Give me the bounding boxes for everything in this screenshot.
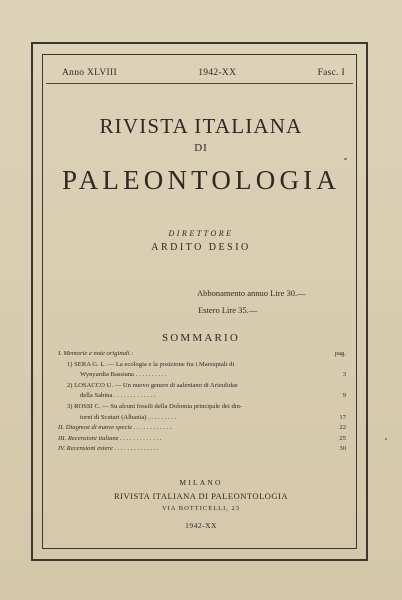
contents-entry-text: I. Memorie e note originali : (58, 350, 134, 357)
contents-row (58, 391, 346, 402)
contents-heading: SOMMARIO (161, 332, 241, 344)
subscription-foreign: Estero Lire 35.— (198, 305, 258, 315)
paper-stain (385, 438, 387, 440)
contents-row (58, 360, 346, 371)
editor-label: DIRETTORE (168, 229, 234, 238)
table-of-contents (58, 349, 346, 455)
contents-row (58, 413, 346, 424)
contents-entry-page: pag. (334, 350, 346, 357)
contents-entry-text: 1) SERA G. L. — La ecologia e la posizione fra i Marsupiali di (67, 360, 235, 368)
header-rule (46, 83, 353, 84)
contents-row (58, 402, 346, 413)
contents-row (58, 434, 346, 445)
imprint-publisher: RIVISTA ITALIANA DI PALEONTOLOGIA (113, 491, 289, 501)
contents-entry-text: II. Diagnosi di nuove specie . . . . . . . . . . . . (58, 424, 172, 432)
contents-row (58, 444, 346, 455)
contents-entry-text: della Sabina . . . . . . . . . . . . . (80, 392, 156, 400)
contents-entry-text: Wynyardia Bassiana . . . . . . . . . . (80, 371, 167, 379)
contents-entry-page: 17 (339, 413, 346, 421)
subscription-info (197, 285, 306, 319)
paper-stain (344, 158, 347, 160)
contents-entry-text: 2) LOSACCO U. — Un nuovo genere di aaleniano di Arieulidae (67, 381, 238, 389)
issue-label: Fasc. I (317, 68, 345, 78)
contents-entry-text: III. Recensioni italiane . . . . . . . . . . . . . (58, 434, 162, 442)
contents-entry-text: IV. Recensioni estere . . . . . . . . . . . . . . (58, 445, 159, 453)
imprint-city: MILANO (179, 478, 223, 487)
journal-title-line1: RIVISTA ITALIANA (99, 114, 303, 138)
issue-header (62, 68, 345, 78)
contents-entry-page: 25 (339, 434, 346, 442)
contents-row (58, 370, 346, 381)
journal-title-line3: PALEONTOLOGIA (61, 165, 341, 195)
journal-title-line2: DI (194, 142, 208, 154)
contents-entry-text: 3) ROSSI C. — Su alcuni fossili della Dolomia principale dei din- (67, 402, 243, 410)
contents-row (58, 349, 346, 360)
year-label: 1942-XX (198, 68, 237, 78)
subscription-domestic: Abbonamento annuo Lire 30.— (197, 288, 306, 298)
contents-entry-page: 30 (339, 445, 346, 453)
imprint-address: VIA BOTTICELLI, 23 (161, 505, 241, 512)
contents-entry-page: 9 (342, 392, 346, 400)
contents-row (58, 381, 346, 392)
imprint-year: 1942-XX (185, 521, 217, 530)
contents-entry-text: torni di Scutari (Albania) . . . . . . . . . (80, 413, 177, 421)
editor-name: ARDITO DESIO (151, 242, 251, 253)
contents-entry-page: 22 (339, 424, 346, 432)
contents-entry-page: 3 (342, 371, 346, 379)
contents-row (58, 423, 346, 434)
volume-label: Anno XLVIII (62, 68, 117, 78)
